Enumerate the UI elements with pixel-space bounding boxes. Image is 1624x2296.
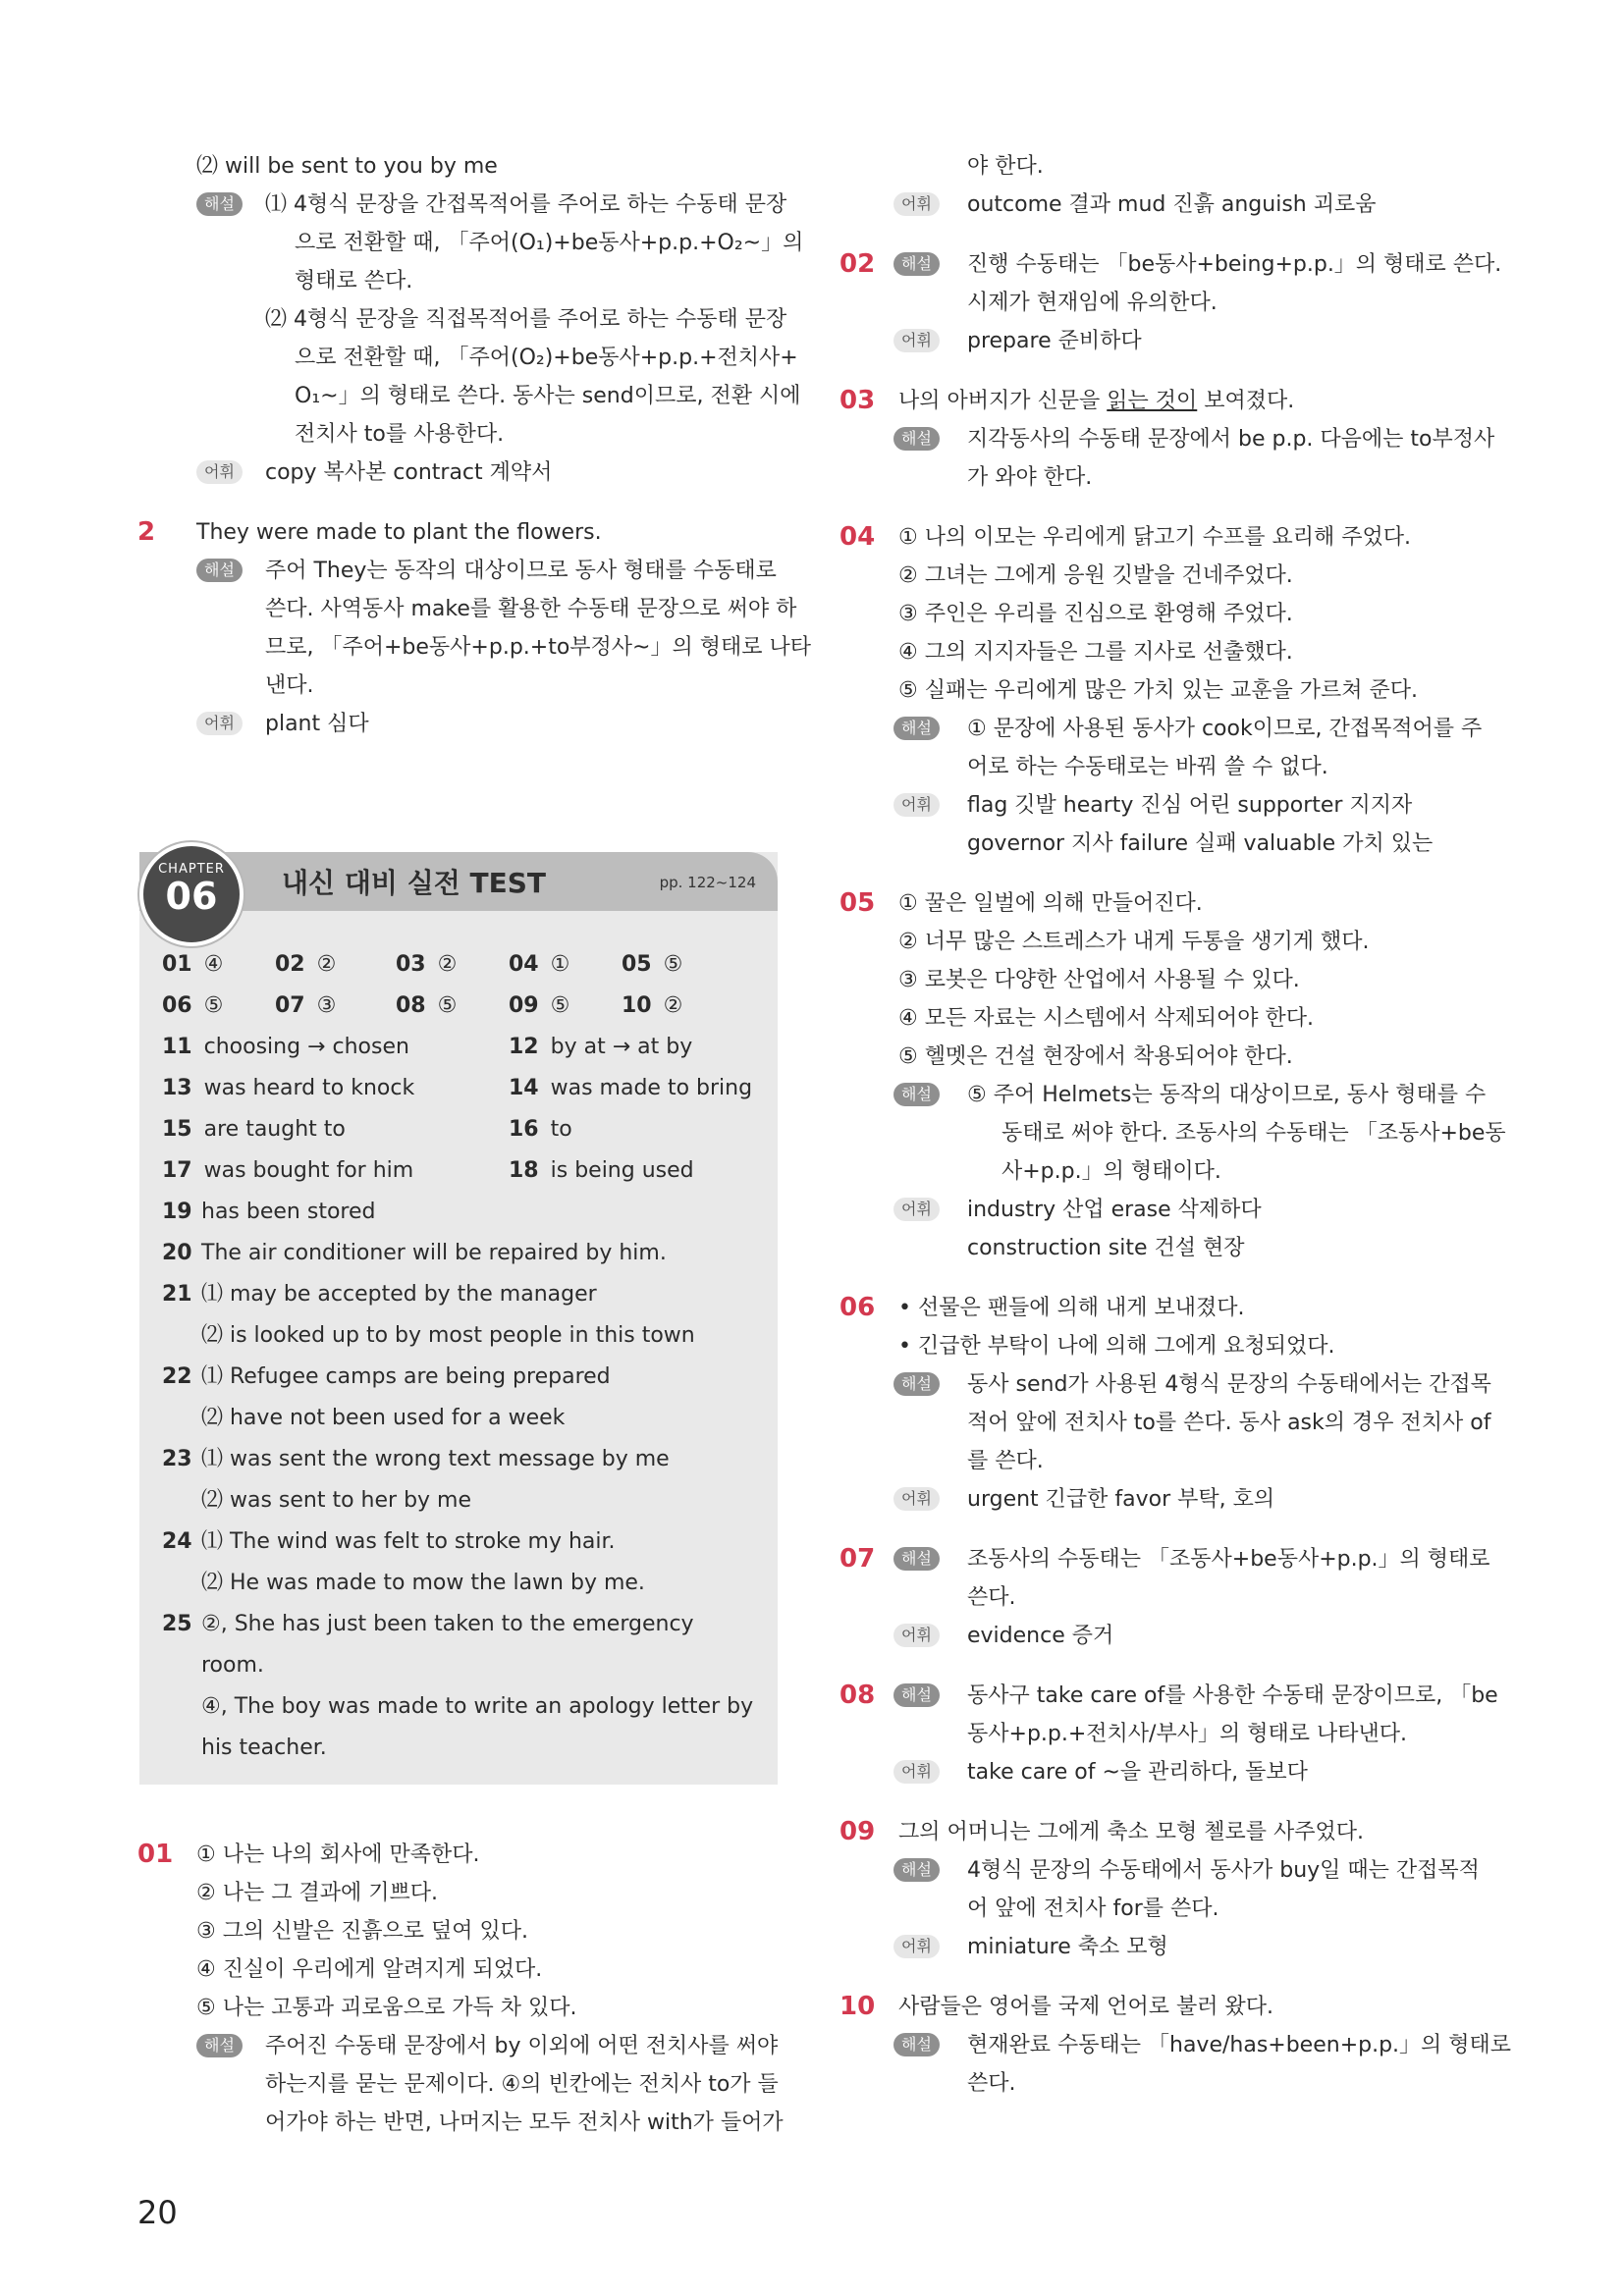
explain-line bbox=[839, 1540, 1488, 1578]
vocab-text: flag 깃발 hearty 진심 어린 supporter 지지자 bbox=[967, 793, 1413, 818]
explain-text: 를 쓴다. bbox=[967, 1449, 1044, 1473]
explain-line bbox=[137, 628, 811, 667]
answer-cell: 07 ③ bbox=[275, 993, 337, 1018]
explain-tag: 해설 bbox=[893, 1858, 940, 1882]
answer-row bbox=[162, 1315, 761, 1357]
choice-text: ④ 진실이 우리에게 알려지게 되었다. bbox=[196, 1957, 543, 1982]
vocab-tag: 어휘 bbox=[893, 192, 940, 216]
answer-text: his teacher. bbox=[201, 1735, 327, 1760]
vocab-tag: 어휘 bbox=[893, 1624, 940, 1647]
answer-cell: 18 is being used bbox=[509, 1158, 694, 1183]
vocab-tag: 어휘 bbox=[196, 460, 243, 484]
choice-text: ② 너무 많은 스트레스가 내게 두통을 생기게 했다. bbox=[898, 930, 1370, 954]
explain-line bbox=[839, 710, 1488, 748]
choice-line bbox=[839, 557, 1488, 595]
answer-cell: 06 ⑤ bbox=[162, 993, 224, 1018]
answer-text: ⑴ The wind was felt to stroke my hair. bbox=[201, 1529, 616, 1554]
answer-text: ⑴ Refugee camps are being prepared bbox=[201, 1364, 611, 1389]
answer-text: ⑵ He was made to mow the lawn by me. bbox=[201, 1571, 645, 1595]
choice-text: • 긴급한 부탁이 나에 의해 그에게 요청되었다. bbox=[898, 1334, 1335, 1359]
vocab-text: prepare 준비하다 bbox=[967, 329, 1142, 353]
vocab-line bbox=[839, 1480, 1488, 1519]
answer-list bbox=[162, 944, 761, 1769]
answer-number: 23 bbox=[162, 1447, 192, 1471]
choice-text: ② 그녀는 그에게 응원 깃발을 건네주었다. bbox=[898, 563, 1293, 588]
choice-text: • 선물은 팬들에 의해 내게 보내졌다. bbox=[898, 1296, 1245, 1320]
item-number: 2 bbox=[137, 517, 156, 547]
explain-line bbox=[839, 1851, 1488, 1890]
answer-row bbox=[162, 1233, 761, 1274]
explain-text: 사+p.p.」의 형태이다. bbox=[1001, 1159, 1221, 1184]
explain-line bbox=[839, 284, 1488, 322]
answer-row bbox=[162, 1150, 761, 1192]
test-pages: pp. 122~124 bbox=[659, 874, 756, 891]
answer-cell: 15 are taught to bbox=[162, 1117, 346, 1142]
explain-text: 야 한다. bbox=[967, 154, 1044, 179]
explain-tag: 해설 bbox=[893, 427, 940, 451]
explain-text: ⑤ 주어 Helmets는 동작의 대상이므로, 동사 형태를 수 bbox=[967, 1083, 1487, 1107]
answer-row bbox=[162, 1274, 761, 1315]
answer-row bbox=[162, 1728, 761, 1769]
explain-line bbox=[137, 224, 804, 262]
vocab-text: outcome 결과 mud 진흙 anguish 괴로움 bbox=[967, 192, 1377, 217]
choice-text: ⑤ 나는 고통과 괴로움으로 가득 차 있다. bbox=[196, 1996, 577, 2020]
explain-text: 동사+p.p.+전치사/부사」의 형태로 나타낸다. bbox=[967, 1722, 1407, 1746]
question-stem bbox=[839, 1988, 1488, 2026]
left-column bbox=[137, 147, 811, 743]
choice-line bbox=[839, 633, 1488, 671]
explain-line bbox=[137, 590, 797, 628]
question-stem bbox=[839, 1813, 1488, 1851]
answer-cell: 17 was bought for him bbox=[162, 1158, 414, 1183]
vocab-line bbox=[839, 186, 1488, 224]
explain-line bbox=[137, 2065, 785, 2104]
explain-line bbox=[839, 458, 1488, 497]
explain-line bbox=[137, 377, 801, 415]
explain-line bbox=[137, 667, 785, 705]
answer-cell: 05 ⑤ bbox=[622, 952, 683, 977]
explain-line bbox=[839, 1076, 1488, 1114]
vocab-line bbox=[137, 705, 785, 743]
answer-row bbox=[162, 1686, 761, 1728]
explain-text: 진행 수동태는 「be동사+being+p.p.」의 형태로 쓴다. bbox=[967, 252, 1502, 277]
question-number: 01 bbox=[137, 1840, 174, 1869]
answer-cell: 01 ④ bbox=[162, 952, 224, 977]
explain-line bbox=[839, 1114, 1506, 1152]
vocab-text: urgent 긴급한 favor 부탁, 호의 bbox=[967, 1487, 1275, 1512]
answer-text: ⑵ is looked up to by most people in this town bbox=[201, 1323, 695, 1348]
stem-text: 사람들은 영어를 국제 언어로 불러 왔다. bbox=[898, 1995, 1273, 2019]
explain-text: 으로 전환할 때, 「주어(O₂)+be동사+p.p.+전치사+ bbox=[295, 346, 798, 370]
explain-text: 동태로 써야 한다. 조동사의 수동태는 「조동사+be동 bbox=[1001, 1121, 1506, 1146]
vocab-text: plant 심다 bbox=[265, 712, 369, 736]
choice-line bbox=[839, 518, 1488, 557]
vocab-tag: 어휘 bbox=[893, 1198, 940, 1221]
choice-text: ④ 그의 지지자들은 그를 지사로 선출했다. bbox=[898, 640, 1293, 665]
choice-line bbox=[137, 1836, 785, 1874]
answer-row bbox=[162, 1604, 761, 1645]
explain-line bbox=[839, 245, 1502, 284]
answer-text: ④, The boy was made to write an apology letter by bbox=[201, 1694, 754, 1719]
choice-line bbox=[839, 595, 1488, 633]
vocab-text: miniature 축소 모형 bbox=[967, 1935, 1168, 1959]
answer-row bbox=[162, 1645, 761, 1686]
explain-text: 동사 send가 사용된 4형식 문장의 수동태에서는 간접목 bbox=[967, 1372, 1491, 1397]
answer-cell: 09 ⑤ bbox=[509, 993, 570, 1018]
choice-text: ① 꿀은 일벌에 의해 만들어진다. bbox=[898, 891, 1203, 916]
explain-text: 지각동사의 수동태 문장에서 be p.p. 다음에는 to부정사 bbox=[967, 427, 1495, 452]
explain-text: 쓴다. bbox=[967, 2071, 1016, 2096]
explain-text: 어가야 하는 반면, 나머지는 모두 전치사 with가 들어가 bbox=[265, 2110, 784, 2135]
explain-text: 므로, 「주어+be동사+p.p.+to부정사~」의 형태로 나타 bbox=[265, 635, 811, 660]
choice-line bbox=[839, 999, 1488, 1038]
choice-line bbox=[839, 671, 1488, 710]
vocab-tag: 어휘 bbox=[893, 1935, 940, 1958]
explain-text: O₁~」의 형태로 쓴다. 동사는 send이므로, 전환 시에 bbox=[295, 384, 801, 408]
answer-row bbox=[162, 1357, 761, 1398]
page-number: 20 bbox=[137, 2194, 178, 2231]
answer-row bbox=[162, 1439, 761, 1480]
vocab-line bbox=[839, 1928, 1488, 1966]
answer-text: has been stored bbox=[201, 1200, 376, 1224]
choice-text: ③ 그의 신발은 진흙으로 덮여 있다. bbox=[196, 1919, 528, 1944]
explain-text: 시제가 현재임에 유의한다. bbox=[967, 291, 1218, 315]
choice-line bbox=[137, 1950, 785, 1989]
question-number: 09 bbox=[839, 1817, 876, 1846]
question-number: 08 bbox=[839, 1681, 876, 1710]
vocab-text: copy 복사본 contract 계약서 bbox=[265, 460, 553, 485]
explain-text: 가 와야 한다. bbox=[967, 465, 1093, 490]
explain-line bbox=[137, 2027, 785, 2065]
vocab-line bbox=[839, 1617, 1488, 1655]
explain-text: 어로 하는 수동태로는 바꿔 쓸 수 없다. bbox=[967, 755, 1328, 779]
answer-text: ⑵ will be sent to you by me bbox=[196, 154, 498, 179]
explain-text: 낸다. bbox=[265, 673, 314, 698]
vocab-text: take care of ~을 관리하다, 돌보다 bbox=[967, 1760, 1308, 1785]
explain-line bbox=[839, 2064, 1488, 2103]
explain-line bbox=[839, 1677, 1498, 1715]
explain-text: 동사구 take care of를 사용한 수동태 문장이므로, 「be bbox=[967, 1683, 1498, 1708]
item-2-answer bbox=[137, 513, 785, 552]
answer-row bbox=[162, 1027, 761, 1068]
choice-text: ④ 모든 자료는 시스템에서 삭제되어야 한다. bbox=[898, 1006, 1314, 1031]
answer-row bbox=[162, 986, 761, 1027]
explain-tag: 해설 bbox=[893, 252, 940, 276]
answer-cell: 12 by at → at by bbox=[509, 1035, 693, 1059]
test-title: 내신 대비 실전 TEST bbox=[282, 867, 547, 899]
vocab-tag: 어휘 bbox=[893, 1760, 940, 1784]
explain-line bbox=[839, 1365, 1491, 1404]
explain-text: 현재완료 수동태는 「have/has+been+p.p.」의 형태로 bbox=[967, 2033, 1512, 2057]
answer-text: ⑵ was sent to her by me bbox=[201, 1488, 472, 1513]
answer-row bbox=[162, 1192, 761, 1233]
answer-row bbox=[162, 1068, 761, 1109]
vocab-line bbox=[137, 454, 785, 492]
vocab-text: industry 산업 erase 삭제하다 bbox=[967, 1198, 1262, 1222]
answer-row bbox=[162, 1109, 761, 1150]
stem-text: 보여졌다. bbox=[1197, 389, 1295, 413]
choice-text: ① 나의 이모는 우리에게 닭고기 수프를 요리해 주었다. bbox=[898, 525, 1411, 550]
explain-text: ① 문장에 사용된 동사가 cook이므로, 간접목적어를 주 bbox=[967, 717, 1483, 741]
explain-tag: 해설 bbox=[196, 2034, 243, 2057]
choice-text: ⑤ 실패는 우리에게 많은 가치 있는 교훈을 가르쳐 준다. bbox=[898, 678, 1418, 703]
answer-cell: 13 was heard to knock bbox=[162, 1076, 415, 1100]
answer-text: ⑴ was sent the wrong text message by me bbox=[201, 1447, 670, 1471]
explain-tag: 해설 bbox=[893, 1547, 940, 1571]
explain-line bbox=[839, 1404, 1491, 1442]
choice-text: ② 나는 그 결과에 기쁘다. bbox=[196, 1881, 438, 1905]
answer-text: They were made to plant the flowers. bbox=[196, 520, 602, 545]
choice-line bbox=[839, 1327, 1488, 1365]
explain-line bbox=[839, 1890, 1488, 1928]
explain-line bbox=[137, 300, 785, 339]
explain-line bbox=[839, 1715, 1488, 1753]
explain-line bbox=[839, 1578, 1488, 1617]
choice-text: ③ 로봇은 다양한 산업에서 사용될 수 있다. bbox=[898, 968, 1300, 992]
explain-tag: 해설 bbox=[893, 717, 940, 740]
answer-cell: 03 ② bbox=[396, 952, 458, 977]
explain-tag: 해설 bbox=[893, 2033, 940, 2056]
answer-cell: 14 was made to bring bbox=[509, 1076, 753, 1100]
vocab-tag: 어휘 bbox=[893, 329, 940, 352]
explain-text: 조동사의 수동태는 「조동사+be동사+p.p.」의 형태로 bbox=[967, 1547, 1490, 1572]
explain-text: 어 앞에 전치사 for를 쓴다. bbox=[967, 1896, 1219, 1921]
choice-text: ① 나는 나의 회사에 만족한다. bbox=[196, 1842, 480, 1867]
vocab-tag: 어휘 bbox=[893, 793, 940, 817]
choice-line bbox=[137, 1912, 785, 1950]
question-number: 06 bbox=[839, 1293, 876, 1322]
vocab-line bbox=[839, 322, 1488, 360]
explain-tag: 해설 bbox=[196, 192, 243, 216]
explain-text: 형태로 쓴다. bbox=[295, 269, 413, 294]
explain-line bbox=[137, 415, 785, 454]
vocab-text: governor 지사 failure 실패 valuable 가치 있는 bbox=[967, 831, 1434, 856]
vocab-line bbox=[839, 1753, 1488, 1791]
explain-line bbox=[839, 420, 1495, 458]
choice-line bbox=[839, 1289, 1488, 1327]
explain-line bbox=[137, 262, 785, 300]
question-number: 05 bbox=[839, 888, 876, 918]
answer-number: 24 bbox=[162, 1529, 192, 1554]
answer-cell: 04 ① bbox=[509, 952, 570, 977]
explain-line bbox=[137, 186, 785, 224]
choice-line bbox=[839, 884, 1488, 923]
choice-line bbox=[137, 1874, 785, 1912]
answer-cell: 02 ② bbox=[275, 952, 337, 977]
explain-tag: 해설 bbox=[893, 1683, 940, 1707]
chapter-label: CHAPTER bbox=[158, 862, 225, 877]
explain-tag: 해설 bbox=[893, 1372, 940, 1396]
answer-row bbox=[162, 1522, 761, 1563]
answer-number: 20 bbox=[162, 1241, 192, 1265]
chapter-number: 06 bbox=[165, 875, 218, 918]
answer-text: ⑴ may be accepted by the manager bbox=[201, 1282, 597, 1307]
explain-line bbox=[839, 748, 1488, 786]
question-number: 04 bbox=[839, 522, 876, 552]
explain-line bbox=[839, 2026, 1512, 2064]
answer-cell: 10 ② bbox=[622, 993, 683, 1018]
explain-text: 으로 전환할 때, 「주어(O₁)+be동사+p.p.+O₂~」의 bbox=[295, 231, 804, 255]
vocab-tag: 어휘 bbox=[893, 1487, 940, 1511]
explain-line bbox=[137, 2104, 785, 2142]
choice-line bbox=[839, 961, 1488, 999]
vocab-line bbox=[839, 825, 1488, 863]
explain-tag: 해설 bbox=[196, 559, 243, 582]
answer-text: ⑵ have not been used for a week bbox=[201, 1406, 566, 1430]
question-number: 03 bbox=[839, 386, 876, 415]
vocab-line bbox=[839, 786, 1488, 825]
answer-row bbox=[162, 944, 761, 986]
explain-tag: 해설 bbox=[893, 1083, 940, 1106]
answer-number: 21 bbox=[162, 1282, 192, 1307]
vocab-line bbox=[839, 1191, 1488, 1229]
explain-text: 쓴다. 사역동사 make를 활용한 수동태 문장으로 써야 하 bbox=[265, 597, 797, 621]
underlined-text: 읽는 것이 bbox=[1107, 389, 1198, 413]
choice-text: ⑤ 헬멧은 건설 현장에서 착용되어야 한다. bbox=[898, 1044, 1293, 1069]
vocab-line bbox=[839, 1229, 1488, 1267]
explain-text: ⑴ 4형식 문장을 간접목적어를 주어로 하는 수동태 문장 bbox=[265, 192, 787, 217]
explain-line bbox=[137, 552, 785, 590]
answer-number: 25 bbox=[162, 1612, 192, 1636]
choice-line bbox=[137, 1989, 785, 2027]
vocab-text: evidence 증거 bbox=[967, 1624, 1114, 1648]
answer-row bbox=[162, 1398, 761, 1439]
stem-text: 나의 아버지가 신문을 bbox=[898, 389, 1108, 413]
question-number: 10 bbox=[839, 1992, 876, 2021]
explain-text: 주어 They는 동작의 대상이므로 동사 형태를 수동태로 bbox=[265, 559, 777, 583]
answer-row bbox=[162, 1563, 761, 1604]
chapter-badge bbox=[139, 842, 244, 946]
answer-number: 22 bbox=[162, 1364, 192, 1389]
long-answers bbox=[162, 1192, 761, 1769]
answer-number: 19 bbox=[162, 1200, 192, 1224]
explain-text: 전치사 to를 사용한다. bbox=[295, 422, 505, 447]
choice-line bbox=[839, 1038, 1488, 1076]
answer-cell: 08 ⑤ bbox=[396, 993, 458, 1018]
explain-line bbox=[839, 1152, 1488, 1191]
explain-line bbox=[137, 339, 798, 377]
explain-text: 하는지를 묻는 문제이다. ④의 빈칸에는 전치사 to가 들 bbox=[265, 2072, 779, 2097]
choice-line bbox=[839, 923, 1488, 961]
question-stem bbox=[839, 382, 1488, 420]
choice-text: ③ 주인은 우리를 진심으로 환영해 주었다. bbox=[898, 602, 1293, 626]
answer-text: The air conditioner will be repaired by him. bbox=[201, 1241, 667, 1265]
answer-line bbox=[137, 147, 785, 186]
question-number: 07 bbox=[839, 1544, 876, 1574]
stem-text: 그의 어머니는 그에게 축소 모형 첼로를 사주었다. bbox=[898, 1820, 1364, 1844]
vocab-tag: 어휘 bbox=[196, 712, 243, 735]
right-column bbox=[839, 147, 1512, 2103]
answer-cell: 16 to bbox=[509, 1117, 572, 1142]
explain-line bbox=[839, 147, 1488, 186]
explain-text: 적어 앞에 전치사 to를 쓴다. 동사 ask의 경우 전치사 of bbox=[967, 1411, 1491, 1435]
question-number: 02 bbox=[839, 249, 876, 279]
answer-row bbox=[162, 1480, 761, 1522]
answer-cell: 11 choosing → chosen bbox=[162, 1035, 409, 1059]
answer-text: room. bbox=[201, 1653, 264, 1678]
explain-line bbox=[839, 1442, 1488, 1480]
answer-text: ②, She has just been taken to the emergency bbox=[201, 1612, 694, 1636]
explain-text: 4형식 문장의 수동태에서 동사가 buy일 때는 간접목적 bbox=[967, 1858, 1480, 1883]
explain-text: 주어진 수동태 문장에서 by 이외에 어떤 전치사를 써야 bbox=[265, 2034, 779, 2058]
explain-text: 쓴다. bbox=[967, 1585, 1016, 1610]
vocab-text: construction site 건설 현장 bbox=[967, 1236, 1245, 1260]
question-01 bbox=[137, 1836, 785, 2142]
explain-text: ⑵ 4형식 문장을 직접목적어를 주어로 하는 수동태 문장 bbox=[265, 307, 787, 332]
